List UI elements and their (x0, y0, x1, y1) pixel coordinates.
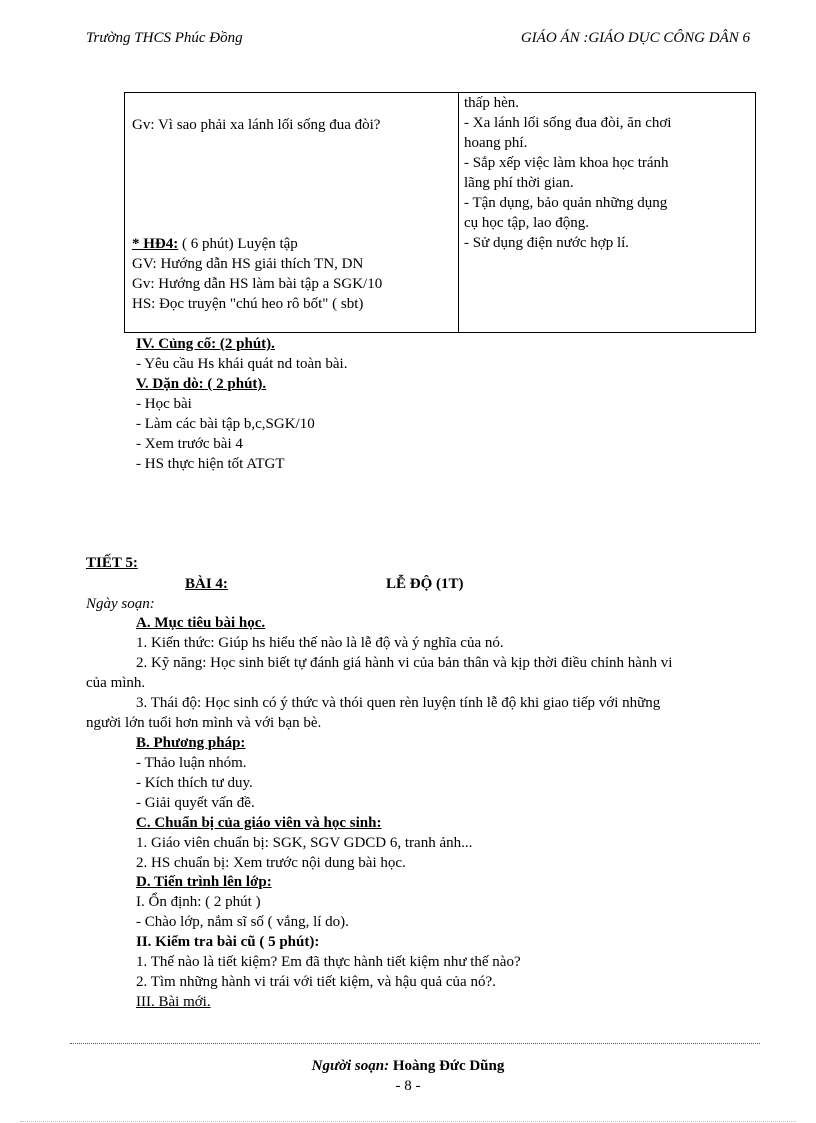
lesson-bai: BÀI 4: (185, 576, 228, 592)
section-a-p3: 3. Thái độ: Học sinh có ý thức và thói quen rèn luyện tính lễ độ khi giao tiếp với những (136, 695, 661, 711)
header-school: Trường THCS Phúc Đồng (86, 30, 243, 46)
page-bottom-divider (20, 1121, 796, 1122)
lesson-tiet: TIẾT 5: (86, 555, 138, 571)
header-subject: GIÁO ÁN :GIÁO DỤC CÔNG DÂN 6 (520, 30, 750, 46)
table-right-line: - Xa lánh lối sống đua đòi, ăn chơi (464, 115, 672, 131)
footer-divider (70, 1043, 760, 1044)
table-left-line: GV: Hướng dẫn HS giải thích TN, DN (132, 256, 364, 272)
section-a-p2: 2. Kỹ năng: Học sinh biết tự đánh giá hành vi của bản thân và kịp thời điều chỉnh hành vi (136, 655, 673, 671)
section-iv-heading: IV. Củng cố: (2 phút). (136, 336, 275, 352)
section-a-p1: 1. Kiến thức: Giúp hs hiểu thế nào là lễ độ và ý nghĩa của nó. (136, 635, 504, 651)
section-v-heading: V. Dặn dò: ( 2 phút). (136, 376, 267, 392)
table-right-line: - Sắp xếp việc làm khoa học tránh (464, 155, 669, 171)
section-ii-item: 2. Tìm những hành vi trái với tiết kiệm, và hậu quả của nó?. (136, 974, 496, 990)
lesson-date-label: Ngày soạn: (86, 596, 155, 612)
section-v-item: - Làm các bài tập b,c,SGK/10 (136, 416, 315, 432)
table-left-line: HS: Đọc truyện "chú heo rô bốt" ( sbt) (132, 296, 364, 312)
table-right-line: - Sử dụng điện nước hợp lí. (464, 235, 630, 251)
section-iii-heading: III. Bài mới. (136, 994, 211, 1010)
section-v-item: - HS thực hiện tốt ATGT (136, 456, 285, 472)
hd4-label: * HĐ4: (132, 236, 179, 252)
table-question: Gv: Vì sao phải xa lánh lối sống đua đòi? (132, 117, 381, 133)
section-c-heading: C. Chuẩn bị của giáo viên và học sinh: (136, 815, 382, 831)
section-d-heading: D. Tiến trình lên lớp: (136, 874, 272, 890)
footer-author-name: Hoàng Đức Dũng (389, 1058, 505, 1074)
table-right-line: thấp hèn. (464, 95, 519, 111)
section-b-item: - Giải quyết vấn đề. (136, 795, 255, 811)
footer-author-label: Người soạn: (311, 1058, 390, 1074)
section-d-item: - Chào lớp, nắm sĩ số ( vắng, lí do). (136, 914, 349, 930)
hd4-line (132, 234, 298, 254)
section-b-item: - Thảo luận nhóm. (136, 755, 247, 771)
section-ii-heading: II. Kiểm tra bài cũ ( 5 phút): (136, 934, 320, 950)
table-right-line: hoang phí. (464, 135, 528, 151)
section-v-item: - Học bài (136, 396, 192, 412)
section-a-p3-cont: người lớn tuổi hơn mình và với bạn bè. (86, 715, 322, 731)
table-right-line: - Tận dụng, bảo quản những dụng (464, 195, 668, 211)
table-right-line: lãng phí thời gian. (464, 175, 574, 191)
lesson-table (124, 92, 756, 333)
table-right-line: cụ học tập, lao động. (464, 215, 589, 231)
footer-author (0, 1058, 816, 1075)
section-b-heading: B. Phương pháp: (136, 735, 246, 751)
hd4-text: ( 6 phút) Luyện tập (178, 236, 298, 252)
table-left-cell (125, 93, 459, 333)
page-number: - 8 - (395, 1078, 421, 1094)
section-iv-item: - Yêu cầu Hs khái quát nd toàn bài. (136, 356, 348, 372)
section-a-p2-cont: của mình. (86, 675, 146, 691)
section-ii-item: 1. Thế nào là tiết kiệm? Em đã thực hành tiết kiệm như thế nào? (136, 954, 521, 970)
section-c-item: 2. HS chuẩn bị: Xem trước nội dung bài học. (136, 855, 406, 871)
section-v-item: - Xem trước bài 4 (136, 436, 243, 452)
table-right-cell (459, 93, 756, 333)
section-b-item: - Kích thích tư duy. (136, 775, 253, 791)
section-a-heading: A. Mục tiêu bài học. (136, 615, 266, 631)
lesson-title: LỄ ĐỘ (1T) (386, 576, 464, 592)
section-d-item: I. Ổn định: ( 2 phút ) (136, 894, 261, 910)
table-left-line: Gv: Hướng dẫn HS làm bài tập a SGK/10 (132, 276, 383, 292)
section-c-item: 1. Giáo viên chuẩn bị: SGK, SGV GDCD 6, tranh ảnh... (136, 835, 473, 851)
